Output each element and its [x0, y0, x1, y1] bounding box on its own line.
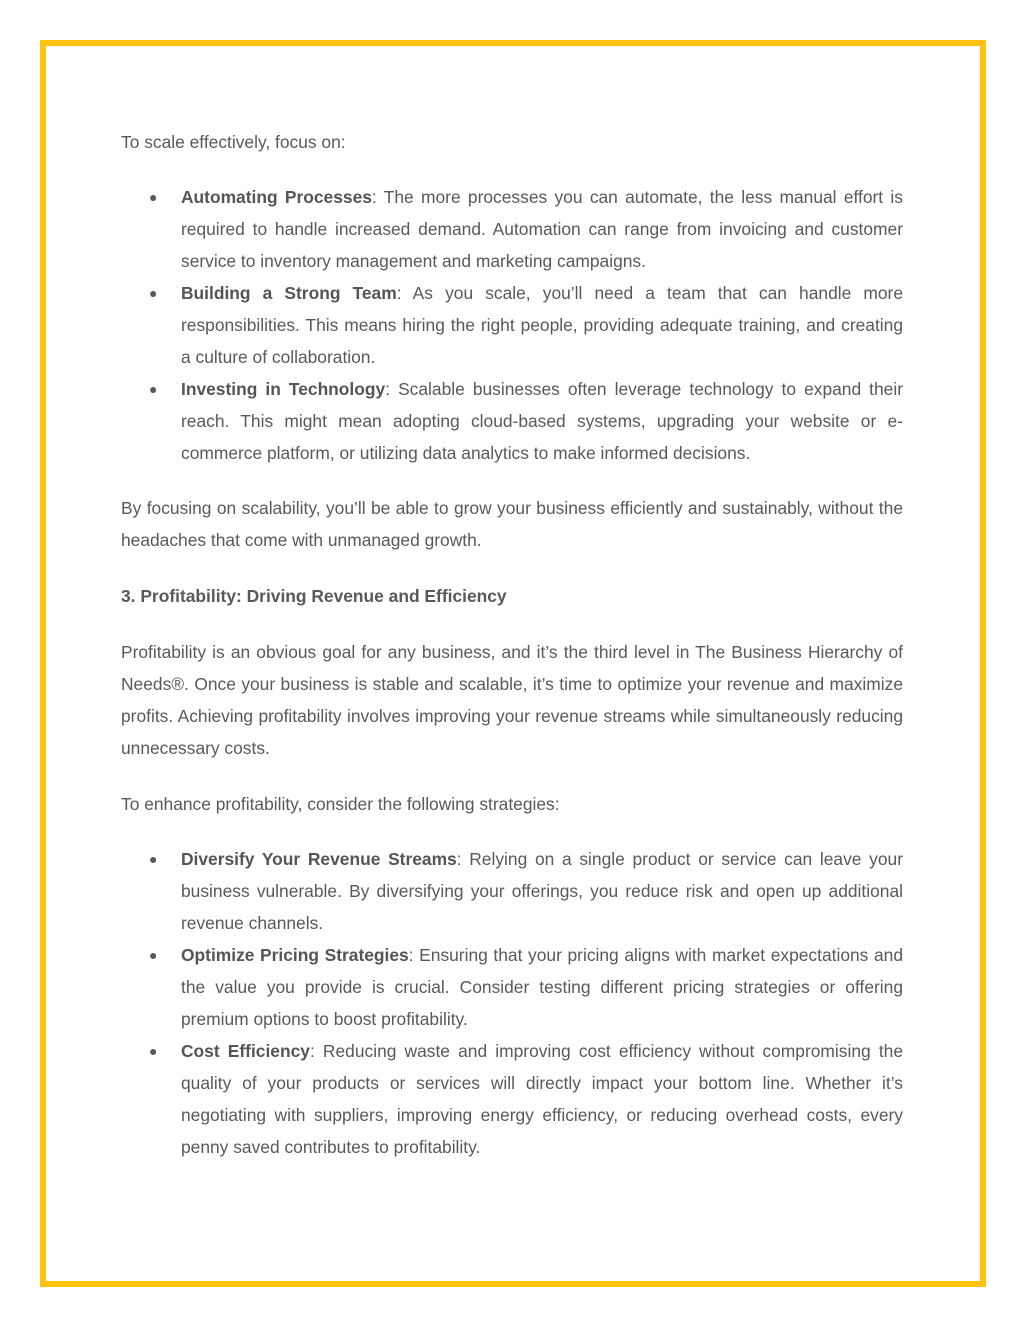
list-item-text: : Relying on a single product or service can leave your business vulnerable. By diversifying your offerings, you reduce risk and open up additional revenue channels. [181, 849, 903, 933]
list-item-text: : Scalable businesses often leverage technology to expand their reach. This might mean adopting cloud-based systems, upgrading your website or e-commerce platform, or utilizing data analytics to make informed decisions. [181, 379, 904, 463]
list-item-text: : As you scale, you’ll need a team that can handle more responsibilities. This means hiring the right people, providing adequate training, and creating a culture of collaboration. [181, 283, 903, 367]
bullet-icon: ● [149, 381, 158, 397]
list-item-text: : The more processes you can automate, the less manual effort is required to handle increased demand. Automation can range from invoicing and customer service to inventory management and marketing campaigns. [181, 187, 903, 271]
bullet-icon: ● [149, 947, 158, 963]
scale-intro: To scale effectively, focus on: [121, 132, 346, 152]
section-heading: 3. Profitability: Driving Revenue and Efficiency [121, 586, 507, 606]
list-item-title: Diversify Your Revenue Streams [181, 849, 457, 869]
bullet-icon: ● [149, 1043, 158, 1059]
list-item [121, 373, 903, 469]
profit-list [121, 843, 903, 1163]
list-item-title: Investing in Technology [181, 379, 386, 399]
list-item-title: Automating Processes [181, 187, 372, 207]
list-item-title: Cost Efficiency [181, 1041, 310, 1061]
list-item [121, 843, 903, 939]
scale-conclusion: By focusing on scalability, you’ll be able to grow your business efficiently and sustainably, without the headaches that come with unmanaged growth. [121, 498, 903, 550]
scale-list [121, 181, 903, 469]
list-item [121, 939, 903, 1035]
bullet-icon: ● [149, 285, 158, 301]
bullet-icon: ● [149, 189, 158, 205]
list-item [121, 181, 903, 277]
list-item-text: : Reducing waste and improving cost efficiency without compromising the quality of your products or services will directly impact your bottom line. Whether it’s negotiating with suppliers, improving energy efficiency, or reducing overhead costs, every penny saved contributes to profitability. [181, 1041, 903, 1157]
list-item [121, 277, 903, 373]
profit-intro: Profitability is an obvious goal for any business, and it’s the third level in The Business Hierarchy of Needs®. Once your business is stable and scalable, it’s time to optimize your revenue and maximize profits. Achieving profitability involves improving your revenue streams while simultaneously reducing unnecessary costs. [121, 642, 903, 758]
bullet-icon: ● [149, 851, 158, 867]
document-body [121, 126, 903, 1163]
list-item [121, 1035, 903, 1163]
list-item-title: Building a Strong Team [181, 283, 397, 303]
profit-lead: To enhance profitability, consider the following strategies: [121, 794, 560, 814]
list-item-title: Optimize Pricing Strategies [181, 945, 409, 965]
list-item-text: : Ensuring that your pricing aligns with market expectations and the value you provide is crucial. Consider testing different pricing strategies or offering premium options to boost profitability. [181, 945, 903, 1029]
